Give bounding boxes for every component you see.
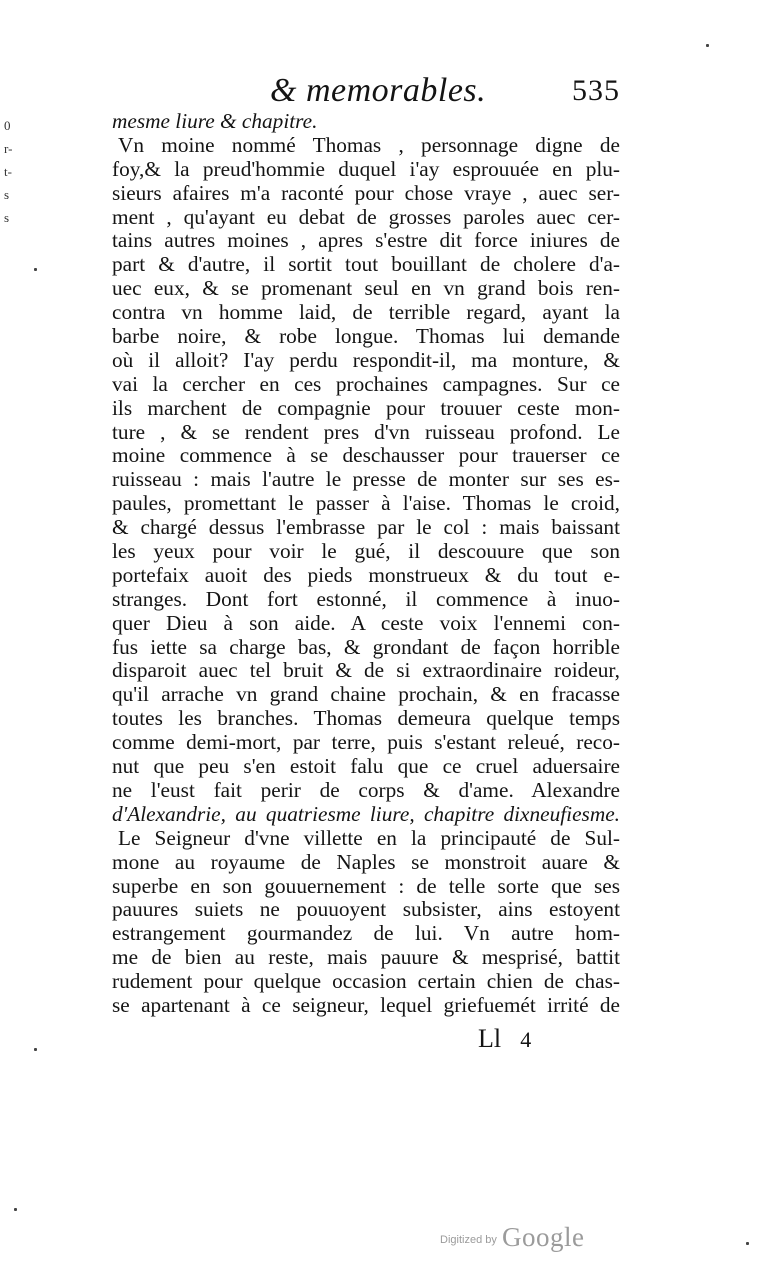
text-line: Le Seigneur d'vne villette en la principauté de Sul- [118,825,620,850]
text-line: ne l'eust fait perir de corps & d'ame. Alexandre [112,777,620,802]
body-text [112,110,620,1018]
text-line: Vn moine nommé Thomas , personnage digne de [118,132,620,157]
text-line: sieurs afaires m'a raconté pour chose vraye , auec ser- [112,180,620,205]
scan-speck [14,1208,17,1211]
text-line: estrangement gourmandez de lui. Vn autre hom- [112,921,620,946]
google-logo: Google [501,1222,585,1252]
text-line: foy,& la preud'hommie duquel i'ay esprouuée en plu- [112,156,620,181]
text-line: moine commence à se deschausser pour trauerser ce [112,443,620,468]
scan-speck [706,44,709,47]
text-line: ment , qu'ayant eu debat de grosses paroles auec cer- [112,204,620,229]
text-line: se apartenant à ce seigneur, lequel griefuemét irrité de [112,992,620,1017]
text-line: & chargé dessus l'embrasse par le col : mais baissant [112,515,620,540]
text-line: mesme liure & chapitre. [112,109,318,133]
text-line: uec eux, & se promenant seul en vn grand bois ren- [112,276,620,301]
margin-fragment: r- [4,141,13,156]
watermark-prefix: Digitized by [440,1234,497,1246]
text-line: paules, promettant le passer à l'aise. Thomas le croid, [112,491,620,516]
text-line: d'Alexandrie, au quatriesme liure, chapitre dixneufiesme. [112,801,620,826]
margin-fragment: t- [4,164,12,179]
text-line: les yeux pour voir le gué, il descouure que son [112,539,620,564]
signature-mark: Ll [478,1024,502,1053]
page-footer [478,1024,628,1054]
scan-speck [34,268,37,271]
scan-speck [746,1242,749,1245]
text-line: contra vn homme laid, de terrible regard, ayant la [112,300,620,325]
text-line: ture , & se rendent pres d'vn ruisseau profond. Le [112,419,620,444]
margin-fragment: s [4,187,10,202]
text-line: rudement pour quelque occasion certain chien de chas- [112,969,620,994]
text-line: fus iette sa charge bas, & grondant de façon horrible [112,634,620,659]
text-line: mone au royaume de Naples se monstroit auare & [112,849,620,874]
text-line: part & d'autre, il sortit tout bouillant de cholere d'a- [112,252,620,277]
margin-fragments [4,118,20,233]
text-line: ruisseau : mais l'autre le presse de monter sur ses es- [112,467,620,492]
text-line: pauures suiets ne pouuoyent subsister, ains estoyent [112,897,620,922]
running-title: & memorables. [270,72,487,109]
scan-speck [34,1048,37,1051]
text-line: vai la cercher en ces prochaines campagnes. Sur ce [112,371,620,396]
text-line: comme demi-mort, par terre, puis s'estant releué, reco- [112,730,620,755]
text-line: nut que peu s'en estoit falu que ce cruel aduersaire [112,754,620,779]
text-line: qu'il arrache vn grand chaine prochain, & en fracasse [112,682,620,707]
signature-number: 4 [520,1027,532,1052]
text-line: me de bien au reste, mais pauure & mesprisé, battit [112,945,620,970]
text-line: barbe noire, & robe longue. Thomas lui demande [112,324,620,349]
margin-fragment: s [4,210,10,225]
text-line: disparoit auec tel bruit & de si extraordinaire roideur, [112,658,620,683]
text-line: tains autres moines , apres s'estre dit force iniures de [112,228,620,253]
text-line: toutes les branches. Thomas demeura quelque temps [112,706,620,731]
text-line: superbe en son gouuernement : de telle sorte que ses [112,873,620,898]
text-line: quer Dieu à son aide. A ceste voix l'ennemi con- [112,610,620,635]
text-line: stranges. Dont fort estonné, il commence à inuo- [112,586,620,611]
text-line: portefaix auoit des pieds monstrueux & du tout e- [112,562,620,587]
page-header [240,72,620,112]
text-line: ils marchent de compagnie pour trouuer ceste mon- [112,395,620,420]
digitized-watermark [440,1222,600,1252]
text-line: où il alloit? I'ay perdu respondit-il, ma monture, & [112,347,620,372]
margin-fragment: 0 [4,118,11,133]
page-number: 535 [572,74,620,107]
